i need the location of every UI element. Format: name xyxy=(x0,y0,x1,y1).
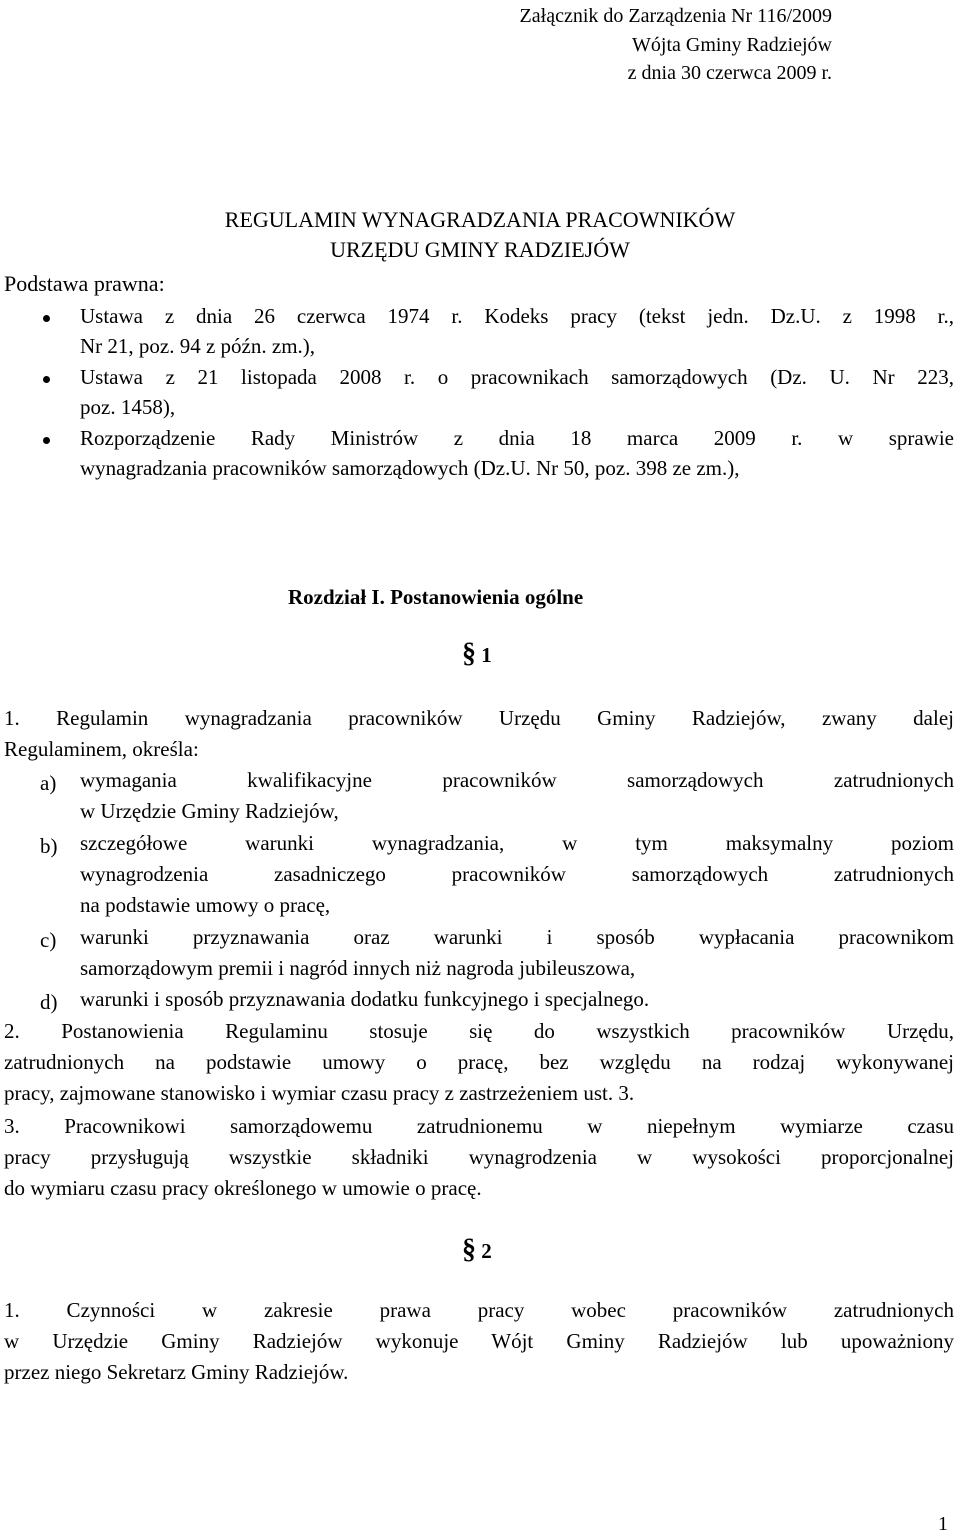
list-item-label: c) xyxy=(40,928,57,952)
list-item-c-line-1: warunki przyznawania oraz warunki i sposób wypłacania pracownikom xyxy=(80,925,954,949)
header-line-2: Wójta Gminy Radziejów xyxy=(632,34,832,56)
list-item-b-line-3: na podstawie umowy o pracę, xyxy=(80,893,331,917)
section-1-p2-line-2: zatrudnionych na podstawie umowy o pracę, bez względu na rodzaj wykonywanej xyxy=(4,1050,954,1074)
header-line-1: Załącznik do Zarządzenia Nr 116/2009 xyxy=(519,5,832,27)
page-number: 1 xyxy=(938,1513,948,1535)
list-item-a-line-1: wymagania kwalifikacyjne pracowników samorządowych zatrudnionych xyxy=(80,768,954,792)
list-item-d-line-1: warunki i sposób przyznawania dodatku funkcyjnego i specjalnego. xyxy=(80,987,650,1011)
header-line-3: z dnia 30 czerwca 2009 r. xyxy=(627,62,832,84)
document-title-line-2: URZĘDU GMINY RADZIEJÓW xyxy=(330,237,630,262)
list-item-label: d) xyxy=(40,990,58,1014)
list-item-c-line-2: samorządowym premii i nagród innych niż nagroda jubileuszowa, xyxy=(80,956,636,980)
section-2-p1-line-3: przez niego Sekretarz Gminy Radziejów. xyxy=(4,1360,349,1384)
bullet-icon xyxy=(43,376,50,383)
legal-basis-heading: Podstawa prawna: xyxy=(4,271,165,296)
legal-basis-item-3-line-2: wynagradzania pracowników samorządowych (Dz.U. Nr 50, poz. 398 ze zm.), xyxy=(80,456,740,480)
list-item-a-line-2: w Urzędzie Gminy Radziejów, xyxy=(80,799,339,823)
document-title-line-1: REGULAMIN WYNAGRADZANIA PRACOWNIKÓW xyxy=(224,207,736,232)
legal-basis-item-2-line-2: poz. 1458), xyxy=(80,395,176,419)
paragraph-sign: § xyxy=(462,638,476,669)
section-1-p3-line-3: do wymiaru czasu pracy określonego w umowie o pracę. xyxy=(4,1176,482,1200)
bullet-icon xyxy=(43,437,50,444)
section-1-p1-line-2: Regulaminem, określa: xyxy=(4,737,199,761)
legal-basis-item-1-line-1: Ustawa z dnia 26 czerwca 1974 r. Kodeks pracy (tekst jedn. Dz.U. z 1998 r., xyxy=(80,304,954,328)
legal-basis-item-2-line-1: Ustawa z 21 listopada 2008 r. o pracownikach samorządowych (Dz. U. Nr 223, xyxy=(80,365,954,389)
section-2-number: 2 xyxy=(481,1239,492,1263)
section-2-p1-line-2: w Urzędzie Gminy Radziejów wykonuje Wójt Gminy Radziejów lub upoważniony xyxy=(4,1329,954,1353)
section-1-p1-line-1: 1. Regulamin wynagradzania pracowników Urzędu Gminy Radziejów, zwany dalej xyxy=(4,706,954,730)
section-1-p3-line-2: pracy przysługują wszystkie składniki wynagrodzenia w wysokości proporcjonalnej xyxy=(4,1145,954,1169)
section-2-p1-line-1: 1. Czynności w zakresie prawa pracy wobec pracowników zatrudnionych xyxy=(4,1298,954,1322)
legal-basis-item-1-line-2: Nr 21, poz. 94 z późn. zm.), xyxy=(80,334,316,358)
section-1-p3-line-1: 3. Pracownikowi samorządowemu zatrudnionemu w niepełnym wymiarze czasu xyxy=(4,1114,954,1138)
list-item-label: b) xyxy=(40,834,58,858)
section-1-p2-line-3: pracy, zajmowane stanowisko i wymiar czasu pracy z zastrzeżeniem ust. 3. xyxy=(4,1081,635,1105)
paragraph-sign: § xyxy=(462,1234,476,1265)
section-2-heading xyxy=(462,1236,492,1265)
section-1-heading xyxy=(462,640,492,669)
section-1-p2-line-1: 2. Postanowienia Regulaminu stosuje się do wszystkich pracowników Urzędu, xyxy=(4,1019,954,1043)
bullet-icon xyxy=(43,315,50,322)
legal-basis-item-3-line-1: Rozporządzenie Rady Ministrów z dnia 18 marca 2009 r. w sprawie xyxy=(80,426,954,450)
list-item-b-line-2: wynagrodzenia zasadniczego pracowników samorządowych zatrudnionych xyxy=(80,862,954,886)
chapter-heading: Rozdział I. Postanowienia ogólne xyxy=(288,585,584,609)
section-1-number: 1 xyxy=(481,643,492,667)
list-item-b-line-1: szczegółowe warunki wynagradzania, w tym maksymalny poziom xyxy=(80,831,954,855)
list-item-label: a) xyxy=(40,771,57,795)
